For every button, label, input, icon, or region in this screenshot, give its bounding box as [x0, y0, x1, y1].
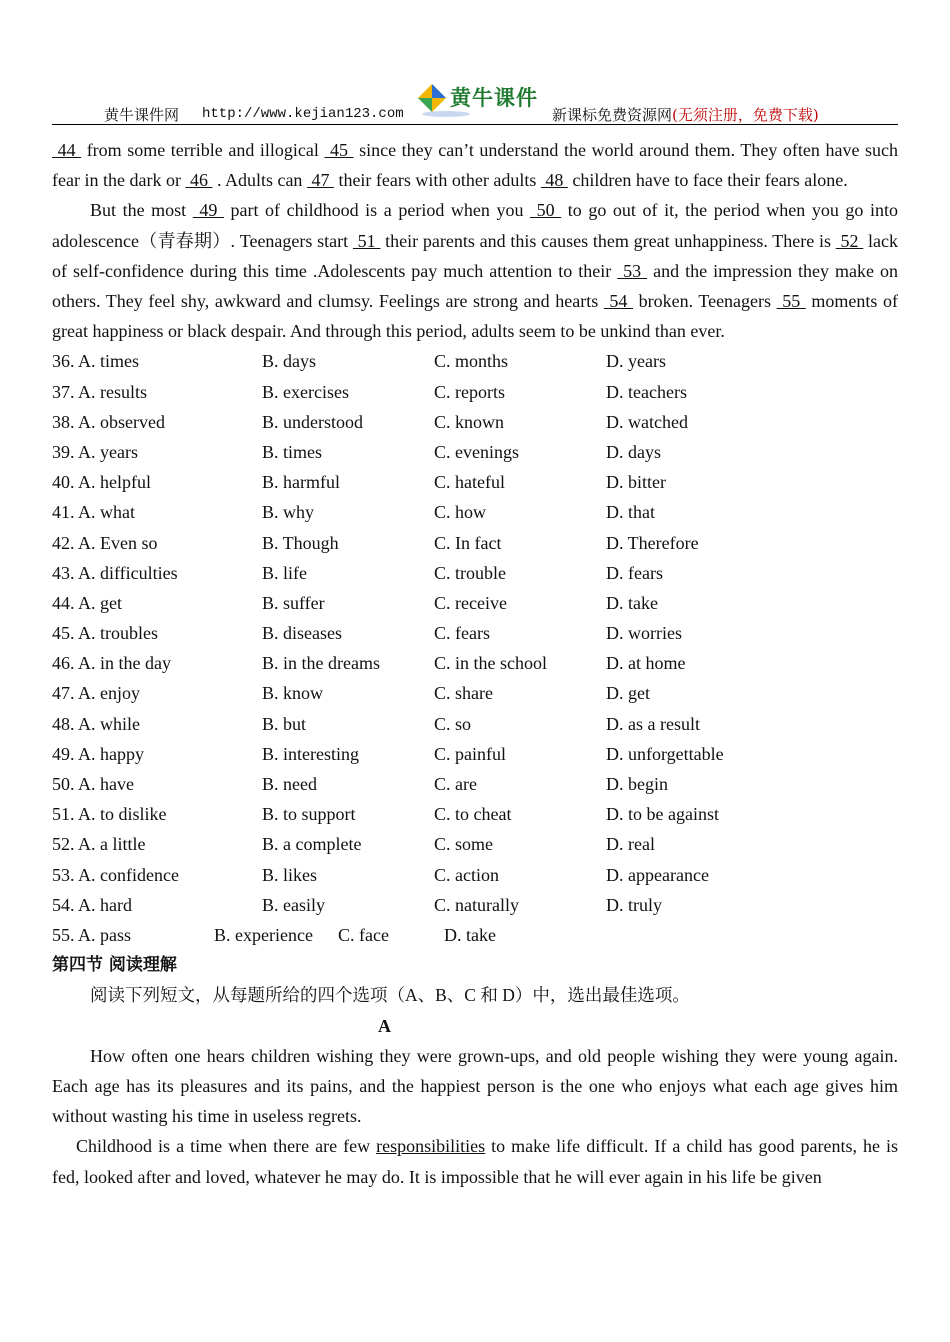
blank-54: 54: [603, 291, 633, 312]
option-a: 37. A. results: [52, 381, 148, 402]
option-d: D. at home: [606, 653, 686, 674]
text: children have to face their fears alone.: [567, 170, 848, 191]
option-d: D. begin: [606, 774, 668, 795]
blank-51: 51: [352, 230, 381, 251]
question-list: [52, 346, 898, 950]
page-header: [52, 80, 898, 125]
option-c: C. reports: [434, 381, 505, 402]
option-d: D. days: [606, 441, 661, 462]
question-row: [52, 558, 898, 588]
option-b: B. understood: [262, 411, 363, 432]
option-b: B. harmful: [262, 472, 340, 493]
option-a: 43. A. difficulties: [52, 562, 178, 583]
text: part of childhood is a period when you: [223, 200, 531, 221]
option-c: C. known: [434, 411, 505, 432]
option-a: 47. A. enjoy: [52, 683, 140, 704]
option-c: C. In fact: [434, 532, 502, 553]
option-d: D. truly: [606, 894, 662, 915]
option-a: 42. A. Even so: [52, 532, 158, 553]
cloze-paragraph-1: [52, 135, 898, 195]
question-row: [52, 860, 898, 890]
option-d: D. get: [606, 683, 650, 704]
question-row: [52, 528, 898, 558]
text: moments of great happiness or black despair. And through this period, adults seem to be unkind than ever.: [52, 291, 899, 342]
header-right-note: (无须注册，免费下载): [672, 106, 819, 124]
question-row: [52, 407, 898, 437]
header-right-text: 新课标免费资源网: [552, 106, 673, 124]
option-a: 54. A. hard: [52, 894, 132, 915]
option-c: C. painful: [434, 743, 506, 764]
option-b: B. times: [262, 441, 323, 462]
option-d: D. that: [606, 502, 655, 523]
instructions: 阅读下列短文，从每题所给的四个选项（A、B、C 和 D）中，选出最佳选项。: [90, 985, 690, 1006]
underlined-word: responsibilities: [376, 1136, 486, 1157]
option-b: B. interesting: [262, 743, 359, 764]
option-d: D. fears: [606, 562, 663, 583]
question-row: [52, 769, 898, 799]
text: broken. Teenagers: [633, 291, 777, 312]
text: and the impression they make on others. They feel shy, awkward and clumsy. Feelings are strong and hearts: [52, 260, 898, 312]
text: . Adults can: [212, 170, 307, 191]
document-body: [52, 135, 898, 1192]
option-b: B. suffer: [262, 592, 325, 613]
option-d: D. real: [606, 834, 655, 855]
blank-53: 53: [617, 260, 648, 281]
question-row: [52, 467, 898, 497]
option-b: B. in the dreams: [262, 653, 380, 674]
blank-45: 45: [324, 140, 354, 160]
option-d: D. as a result: [606, 713, 700, 734]
text: Childhood is a time when there are few: [76, 1136, 377, 1157]
question-row: [52, 829, 898, 859]
header-right: [552, 104, 819, 125]
question-row: [52, 739, 898, 769]
text: to go out of it, the period when you go into adolescence（青春期）. Teenagers start: [52, 200, 899, 251]
option-c: C. share: [434, 683, 493, 704]
option-b: B. life: [262, 562, 307, 583]
option-b: B. a complete: [262, 834, 362, 855]
question-row: [52, 678, 898, 708]
option-b: B. exercises: [262, 381, 349, 402]
question-row: [52, 497, 898, 527]
option-c: C. some: [434, 834, 494, 855]
option-b: B. experience: [214, 924, 313, 945]
option-b: B. days: [262, 351, 316, 372]
text: from some terrible and illogical: [81, 140, 325, 160]
option-c: C. to cheat: [434, 804, 512, 825]
text: their fears with other adults: [333, 170, 541, 191]
option-d: D. years: [606, 351, 666, 372]
option-d: D. teachers: [606, 381, 687, 402]
question-row: [52, 890, 898, 920]
blank-55: 55: [776, 291, 806, 312]
option-c: C. in the school: [434, 653, 547, 674]
question-row: [52, 346, 898, 376]
text: since they can’t understand the world around them. They often have such fear in the dark or: [52, 140, 898, 191]
option-c: C. how: [434, 502, 487, 523]
option-c: C. action: [434, 864, 499, 885]
option-c: C. hateful: [434, 472, 505, 493]
reading-paragraph-2: [52, 1131, 898, 1191]
blank-44: 44: [52, 140, 82, 160]
question-row: [52, 709, 898, 739]
option-b: B. but: [262, 713, 307, 734]
option-b: B. likes: [262, 864, 318, 885]
option-b: B. easily: [262, 894, 325, 915]
option-c: C. fears: [434, 623, 490, 644]
option-a: 52. A. a little: [52, 834, 146, 855]
option-d: D. take: [606, 592, 658, 613]
option-d: D. worries: [606, 623, 682, 644]
option-b: B. diseases: [262, 623, 342, 644]
option-d: D. watched: [606, 411, 688, 432]
option-a: 39. A. years: [52, 441, 138, 462]
option-a: 40. A. helpful: [52, 472, 151, 493]
option-c: C. naturally: [434, 894, 519, 915]
option-d: D. bitter: [606, 472, 666, 493]
option-a: 44. A. get: [52, 592, 122, 613]
option-c: C. evenings: [434, 441, 519, 462]
option-c: C. are: [434, 774, 477, 795]
option-a: 38. A. observed: [52, 411, 165, 432]
option-d: D. appearance: [606, 864, 709, 885]
question-row: [52, 648, 898, 678]
option-c: C. receive: [434, 592, 507, 613]
option-a: 49. A. happy: [52, 743, 144, 764]
option-b: B. why: [262, 502, 315, 523]
option-d: D. unforgettable: [606, 743, 724, 764]
passage-label: A: [378, 1015, 391, 1036]
option-a: 55. A. pass: [52, 924, 132, 945]
option-c: C. months: [434, 351, 509, 372]
option-d: D. to be against: [606, 804, 719, 825]
reading-paragraph-1: How often one hears children wishing they were grown-ups, and old people wishing they were young again. Each age has its pleasures and its pains, and the happiest person is the one who enjoys what each age gives him without wasting his time in useless regrets.: [52, 1045, 898, 1127]
blank-49: 49: [192, 200, 224, 221]
question-row: [52, 618, 898, 648]
site-url[interactable]: http://www.kejian123.com: [202, 106, 404, 122]
option-b: B. know: [262, 683, 324, 704]
section-title: 第四节 阅读理解: [52, 955, 177, 976]
option-d: D. Therefore: [606, 532, 699, 553]
question-row: [52, 377, 898, 407]
option-a: 50. A. have: [52, 774, 134, 795]
text: their parents and this causes them great unhappiness. There is: [380, 230, 836, 251]
blank-52: 52: [835, 230, 864, 251]
text: lack of self-confidence during this time .Adolescents pay much attention to their: [52, 230, 898, 281]
option-b: B. need: [262, 774, 317, 795]
option-b: B. Though: [262, 532, 339, 553]
question-row: [52, 799, 898, 829]
site-name: 黄牛课件网: [104, 106, 180, 124]
text: But the most: [90, 200, 193, 221]
question-row: [52, 588, 898, 618]
option-c: C. face: [338, 924, 389, 945]
option-a: 45. A. troubles: [52, 623, 158, 644]
question-row-55: [52, 920, 898, 950]
option-a: 41. A. what: [52, 502, 135, 523]
logo-text: 黄牛课件: [450, 86, 538, 110]
option-b: B. to support: [262, 804, 356, 825]
option-a: 51. A. to dislike: [52, 804, 167, 825]
cloze-paragraph-2: [52, 195, 898, 346]
blank-48: 48: [540, 170, 568, 191]
blank-50: 50: [530, 200, 562, 221]
blank-47: 47: [306, 170, 334, 191]
option-a: 36. A. times: [52, 351, 140, 372]
blank-46: 46: [185, 170, 213, 191]
option-c: C. so: [434, 713, 472, 734]
text: to make life difficult. If a child has good parents, he is fed, looked after and loved, whatever he may do. It is impossible that he will ever again in his life be given: [52, 1136, 898, 1187]
option-a: 46. A. in the day: [52, 653, 171, 674]
option-c: C. trouble: [434, 562, 506, 583]
option-a: 53. A. confidence: [52, 864, 179, 885]
option-a: 48. A. while: [52, 713, 140, 734]
option-d: D. take: [444, 924, 496, 945]
question-row: [52, 437, 898, 467]
